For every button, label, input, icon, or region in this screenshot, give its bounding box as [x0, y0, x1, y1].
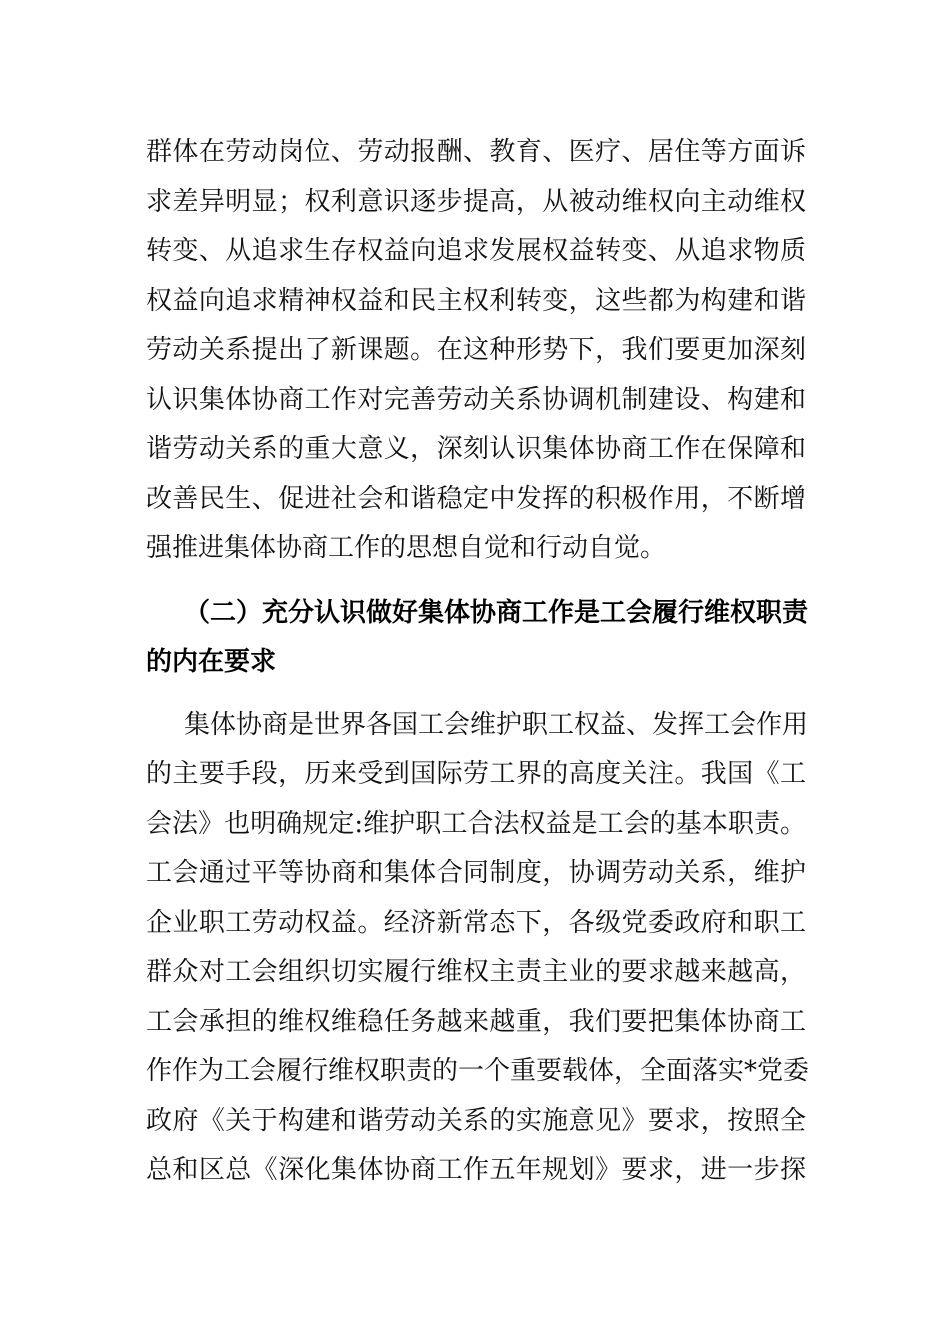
paragraph-1-line-2: 求差异明显；权利意识逐步提高，从被动维权向主动维权: [146, 187, 806, 217]
paragraph-2-line-3: 会法》也明确规定:维护职工合法权益是工会的基本职责。: [146, 809, 806, 839]
paragraph-2-line-2: 的主要手段，历来受到国际劳工界的高度关注。我国《工: [146, 759, 806, 789]
section-heading-line-1: （二）充分认识做好集体协商工作是工会履行维权职责: [184, 598, 809, 628]
paragraph-1-line-4: 权益向追求精神权益和民主权利转变，这些都为构建和谐: [146, 286, 806, 316]
paragraph-1-line-3: 转变、从追求生存权益向追求发展权益转变、从追求物质: [146, 236, 806, 266]
section-heading-line-2: 的内在要求: [146, 647, 277, 677]
paragraph-2-line-6: 群众对工会组织切实履行维权主责主业的要求越来越高，: [146, 957, 806, 987]
paragraph-2-line-1: 集体协商是世界各国工会维护职工权益、发挥工会作用: [184, 710, 809, 740]
paragraph-2-line-9: 政府《关于构建和谐劳动关系的实施意见》要求，按照全: [146, 1106, 806, 1136]
paragraph-2-line-5: 企业职工劳动权益。经济新常态下，各级党委政府和职工: [146, 908, 806, 938]
paragraph-2-line-8: 作作为工会履行维权职责的一个重要载体，全面落实*党委: [146, 1056, 810, 1086]
paragraph-1-line-5: 劳动关系提出了新课题。在这种形势下，我们要更加深刻: [146, 335, 806, 365]
paragraph-2-line-7: 工会承担的维权维稳任务越来越重，我们要把集体协商工: [146, 1007, 806, 1037]
paragraph-1-line-1: 群体在劳动岗位、劳动报酬、教育、医疗、居住等方面诉: [146, 137, 806, 167]
paragraph-1-line-7: 谐劳动关系的重大意义，深刻认识集体协商工作在保障和: [146, 434, 806, 464]
paragraph-2-line-10: 总和区总《深化集体协商工作五年规划》要求，进一步探: [146, 1155, 806, 1185]
paragraph-1-line-9: 强推进集体协商工作的思想自觉和行动自觉。: [146, 533, 667, 563]
paragraph-1-line-8: 改善民生、促进社会和谐稳定中发挥的积极作用，不断增: [146, 484, 806, 514]
paragraph-1-line-6: 认识集体协商工作对完善劳动关系协调机制建设、构建和: [146, 385, 806, 415]
paragraph-2-line-4: 工会通过平等协商和集体合同制度，协调劳动关系，维护: [146, 858, 806, 888]
